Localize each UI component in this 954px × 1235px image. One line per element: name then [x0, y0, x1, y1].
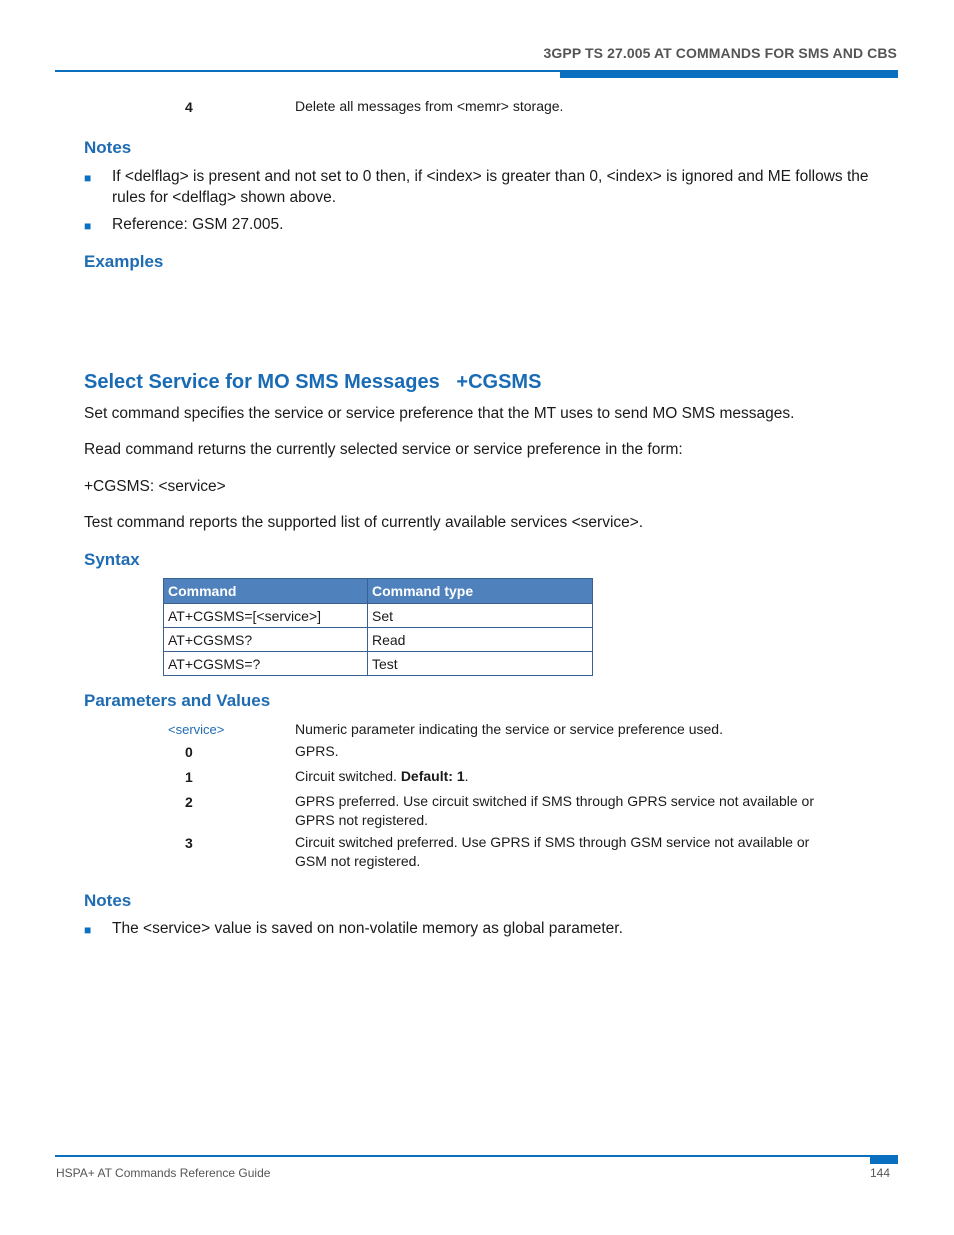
- column-header: Command type: [368, 579, 593, 604]
- table-cell: AT+CGSMS=[<service>]: [164, 604, 368, 628]
- notes-heading: Notes: [84, 138, 132, 157]
- table-row: [164, 652, 593, 676]
- examples-heading: Examples: [84, 252, 164, 271]
- notes-heading-2: Notes: [84, 891, 132, 910]
- table-header-row: [164, 579, 593, 604]
- param-desc-2-cont: GPRS not registered.: [295, 812, 429, 828]
- default-value: Default: 1: [400, 768, 465, 784]
- footer-accent-bar: [870, 1155, 898, 1164]
- syntax-table: [163, 578, 593, 676]
- service-param-desc: Numeric parameter indicating the service or service preference used.: [295, 721, 723, 737]
- bullet-icon: ■: [84, 219, 92, 233]
- header-accent-bar: [560, 70, 898, 78]
- footer-rule: [55, 1155, 898, 1157]
- table-cell: Read: [368, 628, 593, 652]
- parameters-heading: Parameters and Values: [84, 691, 271, 710]
- footer-doc-title: HSPA+ AT Commands Reference Guide: [56, 1166, 271, 1180]
- param-key-3: 3: [185, 835, 193, 851]
- service-param-label: <service>: [168, 722, 225, 737]
- bullet-icon: ■: [84, 171, 92, 185]
- section-para-2: Read command returns the currently selected service or service preference in the form:: [84, 441, 683, 458]
- bullet-icon: ■: [84, 923, 92, 937]
- param-key-1: 1: [185, 769, 193, 785]
- note-item-2: Reference: GSM 27.005.: [112, 216, 284, 233]
- note-item-service: The <service> value is saved on non-volatile memory as global parameter.: [112, 920, 623, 937]
- section-title: Select Service for MO SMS Messages +CGSMS: [84, 371, 542, 393]
- page-number: 144: [870, 1166, 891, 1180]
- table-cell: Test: [368, 652, 593, 676]
- param-key-0: 0: [185, 744, 193, 760]
- param-desc-1-tail: .: [464, 768, 469, 784]
- note-item-1-cont: rules for <delflag> shown above.: [112, 189, 337, 206]
- param-desc-1: [295, 767, 469, 786]
- param-desc-1-text: Circuit switched.: [295, 768, 401, 784]
- param-desc-3-cont: GSM not registered.: [295, 853, 421, 869]
- column-header: Command: [164, 579, 368, 604]
- param-desc-2: GPRS preferred. Use circuit switched if SMS through GPRS service not available or: [295, 793, 814, 809]
- table-row: [164, 604, 593, 628]
- param-desc-3: Circuit switched preferred. Use GPRS if SMS through GSM service not available or: [295, 834, 810, 850]
- param-desc-4: Delete all messages from <memr> storage.: [295, 98, 564, 114]
- note-item-1: If <delflag> is present and not set to 0 then, if <index> is greater than 0, <index> is ignored and ME follows the: [112, 168, 869, 185]
- param-key-4: 4: [185, 99, 193, 115]
- syntax-heading: Syntax: [84, 550, 140, 569]
- table-cell: AT+CGSMS?: [164, 628, 368, 652]
- section-para-1: Set command specifies the service or service preference that the MT uses to send MO SMS messages.: [84, 405, 795, 422]
- section-para-3: +CGSMS: <service>: [84, 478, 226, 495]
- param-key-2: 2: [185, 794, 193, 810]
- table-row: [164, 628, 593, 652]
- param-desc-0: GPRS.: [295, 743, 339, 759]
- table-cell: AT+CGSMS=?: [164, 652, 368, 676]
- table-cell: Set: [368, 604, 593, 628]
- running-header: 3GPP TS 27.005 AT COMMANDS FOR SMS AND CBS: [543, 45, 897, 61]
- section-para-4: Test command reports the supported list of currently available services <service>.: [84, 514, 644, 531]
